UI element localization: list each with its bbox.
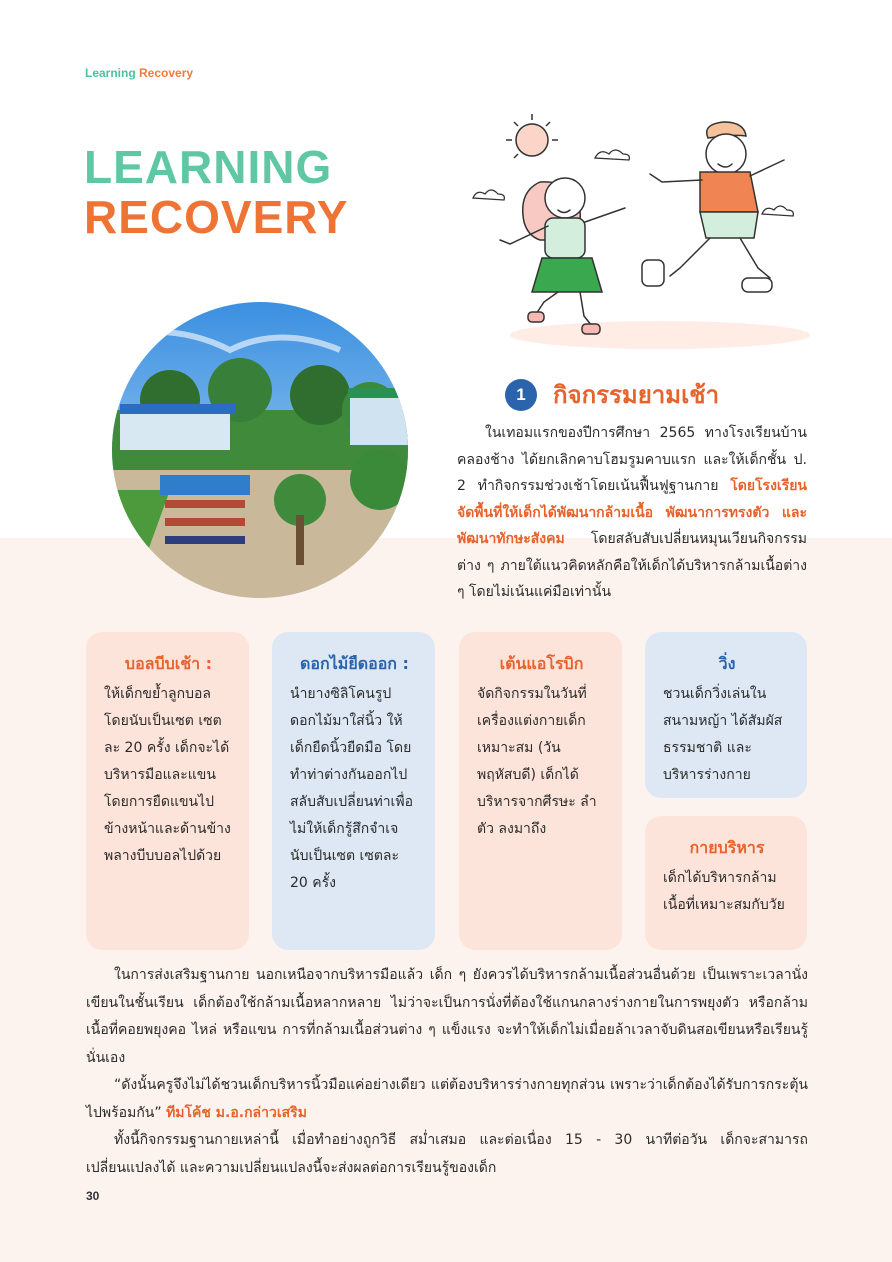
card-body: จัดกิจกรรมในวันที่เครื่องแต่งกายเด็กเหมาะสม (วันพฤหัสบดี) เด็กได้บริหารจากศีรษะ ลำตัว ลงมาถึง xyxy=(477,686,597,837)
cloud-icon xyxy=(473,190,504,200)
card-title: ดอกไม้ยืดออก : xyxy=(300,654,409,673)
section-intro-paragraph xyxy=(457,420,807,606)
quote-text: “ดังนั้นครูจึงไม่ได้ชวนเด็กบริหารนิ้วมือแค่อย่างเดียว แต่ต้องบริหารร่างกายทุกส่วน เพราะว่าเด็กต้องได้รับการกระตุ้นไปพร้อมกัน” xyxy=(86,1077,808,1121)
title-line-recovery: RECOVERY xyxy=(84,191,349,243)
header-word-recovery: Recovery xyxy=(139,66,194,80)
activity-card-flower-stretch xyxy=(272,632,435,950)
cloud-icon xyxy=(595,150,629,160)
body-paragraph xyxy=(86,1127,808,1182)
activity-card-aerobic xyxy=(459,632,622,950)
activity-card-running xyxy=(645,632,807,798)
intro-highlight: โดยโรงเรียนจัดพื้นที่ให้เด็กได้พัฒนากล้ามเนื้อ พัฒนาการทรงตัว และพัฒนาทักษะสังคม xyxy=(457,478,807,547)
card-body: นำยางซิลิโคนรูปดอกไม้มาใส่นิ้ว ให้เด็กยืดนิ้วยืดมือ โดยทำท่าต่างกันออกไป สลับสับเปลี่ยนท่าเพื่อไม่ให้เด็กรู้สึกจำเจ นับเป็นเซต เซตละ 20 ครั้ง xyxy=(290,686,413,891)
card-title: เต้นแอโรบิก xyxy=(499,654,584,673)
page-title xyxy=(84,142,348,242)
school-grounds-photo xyxy=(110,300,410,600)
title-line-learning: LEARNING xyxy=(84,141,333,193)
card-body: เด็กได้บริหารกล้ามเนื้อที่เหมาะสมกับวัย xyxy=(663,870,785,913)
body-paragraph xyxy=(86,962,808,1072)
card-title: กายบริหาร xyxy=(689,838,765,857)
running-header xyxy=(85,66,193,80)
quote-attribution: ทีมโค้ช ม.อ.กล่าวเสริม xyxy=(166,1104,307,1121)
activity-card-ball-squeeze xyxy=(86,632,249,950)
body-paragraph-text: ทั้งนี้กิจกรรมฐานกายเหล่านี้ เมื่อทำอย่างถูกวิธี สม่ำเสมอ และต่อเนื่อง 15 - 30 นาทีต่อวัน เด็กจะสามารถเปลี่ยนแปลงได้ และความเปลี่ยนแปลงนี้จะส่งผลต่อการเรียนรู้ของเด็ก xyxy=(86,1132,808,1176)
intro-text-end: โดยสลับสับเปลี่ยนหมุนเวียนกิจกรรมต่าง ๆ ภายใต้แนวคิดหลักคือให้เด็กได้บริหารกล้ามเนื้อต่าง ๆ โดยไม่เน้นแค่มือเท่านั้น xyxy=(457,531,807,600)
page-number: 30 xyxy=(86,1189,100,1203)
body-paragraph-text: ในการส่งเสริมฐานกาย นอกเหนือจากบริหารมือแล้ว เด็ก ๆ ยังควรได้บริหารกล้ามเนื้อส่วนอื่นด้วย เป็นเพราะเวลานั่งเขียนในชั้นเรียน เด็กต้องใช้กล้ามเนื้อหลากหลาย ไม่ว่าจะเป็นการนั่งที่ต้องใช้แกนกลางร่างกายในการพยุงตัว หรือกล้ามเนื้อที่คอยพยุงคอ ไหล่ หรือแขน การที่กล้ามเนื้อส่วนต่าง ๆ แข็งแรง จะทำให้เด็กไม่เมื่อยล้าเวลาจับดินสอเขียนหรือเรียนรู้นั่นเอง xyxy=(86,967,808,1066)
header-word-learning: Learning xyxy=(85,66,136,80)
sun-icon xyxy=(506,114,558,158)
body-text xyxy=(86,962,808,1182)
card-body: ชวนเด็กวิ่งเล่นในสนามหญ้า ได้สัมผัสธรรมชาติ และบริหารร่างกาย xyxy=(663,686,783,783)
cloud-icon xyxy=(762,206,793,216)
activity-card-exercise xyxy=(645,816,807,950)
intro-text-start: ในเทอมแรกของปีการศึกษา 2565 ทางโรงเรียนบ้านคลองช้าง ได้ยกเลิกคาบโฮมรูมคาบแรก และให้เด็กชั้น ป. 2 ทำกิจกรรมช่วงเช้าโดยเน้นฟื้นฟูฐานกาย xyxy=(457,425,807,494)
section-title: กิจกรรมยามเช้า xyxy=(553,381,720,409)
card-title: บอลบีบเช้า : xyxy=(124,654,213,673)
section-number-badge: 1 xyxy=(505,379,537,411)
card-title: วิ่ง xyxy=(718,654,736,673)
quote-paragraph xyxy=(86,1072,808,1127)
card-body: ให้เด็กขย้ำลูกบอลโดยนับเป็นเซต เซตละ 20 ครั้ง เด็กจะได้บริหารมือและแขน โดยการยืดแขนไปข้างหน้าและด้านข้าง พลางบีบบอลไปด้วย xyxy=(104,686,231,864)
running-children-illustration xyxy=(470,110,810,360)
section-heading xyxy=(505,375,719,414)
